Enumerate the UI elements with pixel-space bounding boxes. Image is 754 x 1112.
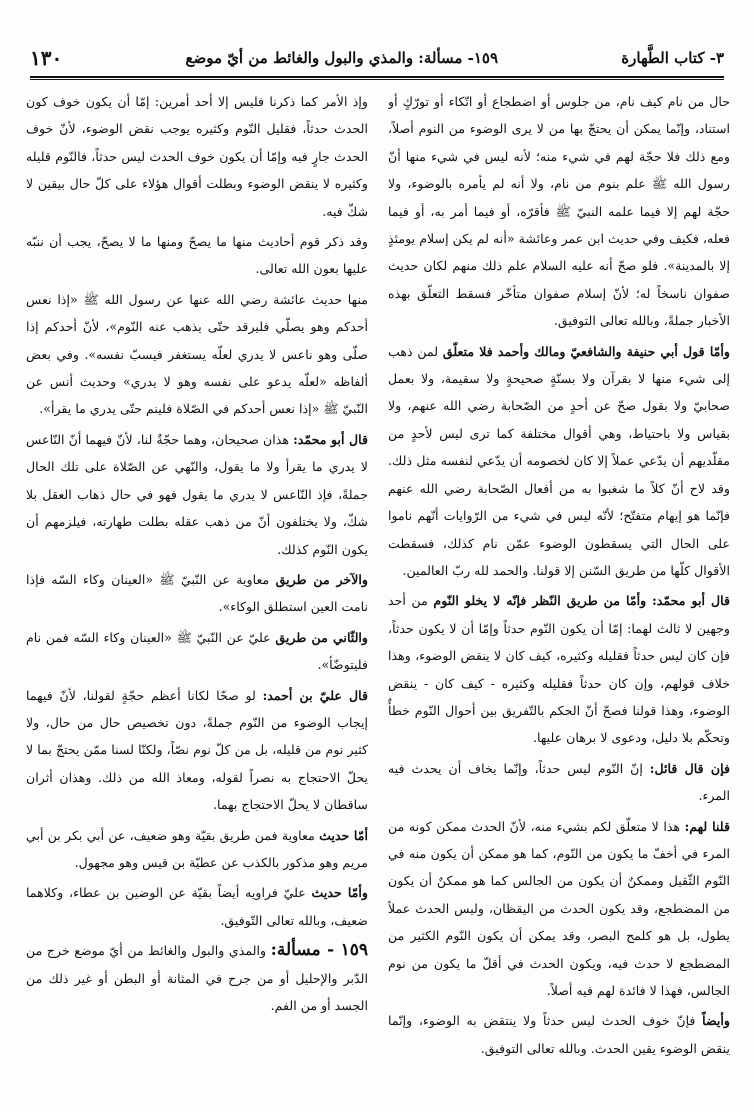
- paragraph: فإن قال قائل: إنّ النّوم ليس حدثاً، وإنّما يخاف أن يحدث فيه المرء.: [388, 760, 730, 804]
- paragraph-lead: أمّا حديث: [319, 827, 368, 843]
- right-text-column: [388, 88, 730, 1098]
- paragraph: والثّاني من طريق عليّ عن النّبيّ ﷺ «العينان وكاء السّه فمن نام فليتوضّأ».: [26, 629, 368, 673]
- paragraph: وأيضاً فإنّ خوف الحدث ليس حدثاً ولا ينتقض به الوضوء، وإنّما ينقض الوضوء يقين الحدث. وبالله تعالى التوفيق.: [388, 1013, 730, 1056]
- paragraph: وأمّا قول أبي حنيفة والشافعيّ ومالك وأحمد فلا متعلّق لمن ذهب إلى شيء منها لا بقرآن ولا بسنّةٍ صحيحةٍ ولا سقيمة، ولا بعمل صحابيّ ولا بقول صحّ عن أحدٍ من الصّحابة رضي الله عنهم، ولا بقياس ولا باحتياط، وهي أقوال مختلفة كما ترى ليس لأحدٍ من مقلّديهم أن يدّعي عملاً إلا كان لخصومه أن يدّعي لنفسه مثل ذلك. وقد لاح أنّ كلاً ما شغبوا به من أفعال الصّحابة رضي الله عنهم فإنّما هو إيهام متفتّح؛ لأنّه ليس في شيء من الرّوايات أنّهم ناموا على الحال التي يسقطون الوضوء عمّن نام كذلك، فسقطت الأقوال كلّها من طريق السّنن إلا قولنا. والحمد لله ربّ العالمين.: [388, 343, 730, 578]
- paragraph: قال أبو محمّد: وأمّا من طريق النّظر فإنّه لا يخلو النّوم من أحد وجهين لا ثالث لهما: إمّا أن يكون النّوم حدثاً وإمّا أن لا يكون حدثاً، فإن كان ليس حدثاً فقليله وكثيره، كيف كان لا ينقض الوضوء، وهذا خلاف قولهم، وإن كان حدثاً فقليله وكثيره - كيف كان - ينقض الوضوء، وهذا قولنا فصحّ أنّ الحكم بالتّفريق بين أحوال النّوم خطأٌ وتحكّم بلا دليل، ودعوى لا برهان عليها.: [388, 593, 730, 746]
- header-rule-thin: [30, 79, 724, 80]
- paragraph-lead: قال أبو محمّد: وأمّا من طريق النّظر فإنّه لا يخلو النّوم: [433, 593, 730, 609]
- paragraph: قلنا لهم: هذا لا متعلّق لكم بشيء منه، لأنّ الحدث ممكن كونه من المرء في أخفّ ما يكون من النّوم، كما هو ممكن أن يكون منه في النّوم الثّقيل وممكنٌ أن يكون من الجالس كما هو ممكنٌ أن يكون من المضطجع، وقد يكون الحدث من اليقظان، وليس الحدث عملاً يطول، بل هو كلمح البصر، وقد يمكن أن يكون النّوم الكثير من المضطجع لا حدث فيه، ويكون الحدث في أقلّ ما يكون من نوم الجالس، فهذا لا فائدة لهم فيه أصلاً.: [388, 818, 730, 998]
- paragraph: قال أبو محمّد: هذان صحيحان، وهما حجّةٌ لنا، لأنّ فيهما أنّ النّاعس لا يدري ما يقرأ ولا ما يقول، والنّهي عن الصّلاة على تلك الحال جملةً، فإذ النّاعس لا يدري ما يقول فهو في حال ذهاب العقل بلا شكّ، ولا يختلفون أنّ من ذهب عقله بطلت طهارته، فيلزمهم أن يكون النّوم كذلك.: [26, 431, 368, 557]
- paragraph-lead: قال عليّ بن أحمد:: [262, 687, 368, 703]
- paragraph-lead: والآخر من طريق: [275, 571, 368, 587]
- paragraph-lead: والثّاني من طريق: [275, 629, 368, 645]
- paragraph: منها حديث عائشة رضي الله عنها عن رسول الله ﷺ «إذا نعس أحدكم وهو يصلّي فليرقد حتّى يذهب عنه النّوم»، لأنّ أحدكم إذا صلّى وهو ناعس لا يدري لعلّه يستغفر فيسبّ نفسه». وفي بعض ألفاظه «لعلّه يدعو على نفسه وهو لا يدري» وحديث أنس عن النّبيّ ﷺ «إذا نعس أحدكم في الصّلاة فلينم حتّى يدري ما يقرأ».: [26, 291, 368, 417]
- section-title: ١٥٩- مسألة: والمذي والبول والغائط من أيّ موضع: [185, 49, 499, 67]
- paragraph: حال من نام كيف نام، من جلوس أو اضطجاع أو اتّكاء أو تورّكٍ أو استناد، وإنّما يمكن أن يحتجّ بها من لا يرى الوضوء من النوم أصلاً، ومع ذلك فلا حجّة لهم في شيء منه؛ لأنه ليس في شيء منها أنّ رسول الله ﷺ علم بنوم من نام، ولا أنه لم يأمره بالوضوء، ولا حجّة لهم إلا فيما علمه النبيّ ﷺ فأقرّه، أو فيما أمر به، أو فيما فعله، فكيف وفي حديث ابن عمر وعائشة «أنه لم يكن إسلام يومئذٍ إلا بالمدينة». فلو صحّ أنه عليه السلام علم ذلك منهم لكان حديث صفوان ناسخاً له؛ لأنّ إسلام صفوان متأخّر فسقط التعلّق بهذه الأخبار جملةً، وبالله تعالى التوفيق.: [388, 94, 730, 329]
- paragraph: وقد ذكر قوم أحاديث منها ما يصحّ ومنها ما لا يصحّ، يجب أن ننبّه عليها بعون الله تعالى.: [26, 234, 368, 277]
- paragraph-lead: وأمّا قول أبي حنيفة والشافعيّ ومالك وأحمد فلا متعلّق: [442, 343, 730, 359]
- header-rule: [30, 76, 724, 78]
- section-number-heading: ١٥٩ - مسألة:: [270, 940, 368, 961]
- chapter-title: ٣- كتاب الطَّهارة: [621, 49, 724, 67]
- page-number: ١٣٠: [30, 46, 63, 70]
- left-text-column: [26, 88, 368, 1098]
- running-header: [30, 44, 724, 72]
- paragraph-lead: وأمّا حديث: [311, 885, 368, 901]
- paragraph: قال عليّ بن أحمد: لو صحّا لكانا أعظم حجّةٍ لقولنا، لأنّ فيهما إيجاب الوضوء من النّوم جملةً، دون تخصيص حال من حال، ولا كثير نوم من قليله، بل من كلّ نوم نصّاً، ولكنّا لسنا ممّن يحتجّ بما لا يحلّ الاحتجاج به نصراً لقوله، ومعاذ الله من ذلك. وهذان أثران ساقطان لا يحلّ الاحتجاج بهما.: [26, 687, 368, 813]
- paragraph: وإذ الأمر كما ذكرنا فليس إلا أحد أمرين: إمّا أن يكون خوف كون الحدث حدثاً، فقليل النّوم وكثيره يوجب نقض الوضوء، لأنّ خوف الحدث جارٍ فيه وإمّا أن يكون خوف الحدث ليس حدثاً، فالنّوم قليله وكثيره لا ينقض الوضوء وبطلت أقوال هؤلاء على كلّ حال بيقين لا شكّ فيه.: [26, 94, 368, 219]
- section-heading-paragraph: ١٥٩ - مسألة: والمذي والبول والغائط من أيّ موضع خرج من الدّبر والإحليل أو من جرح في المثانة أو البطن أو غير ذلك من الجسد أو من الفم.: [26, 940, 368, 1013]
- paragraph-lead: قلنا لهم:: [684, 818, 730, 834]
- paragraph: والآخر من طريق معاوية عن النّبيّ ﷺ «العينان وكاء السّه فإذا نامت العين استطلق الوكاء».: [26, 571, 368, 615]
- paragraph-lead: قال أبو محمّد:: [293, 431, 368, 447]
- paragraph-lead: وأيضاً: [702, 1013, 730, 1029]
- paragraph: أمّا حديث معاوية فمن طريق بقيّة وهو ضعيف، عن أبي بكر بن أبي مريم وهو مذكور بالكذب عن عطيّة بن قيس وهو مجهول.: [26, 827, 368, 870]
- paragraph-lead: فإن قال قائل:: [649, 760, 730, 776]
- paragraph: وأمّا حديث عليّ فراويه أيضاً بقيّة عن الوضين بن عطاء، وكلاهما ضعيف، وبالله تعالى التّوفيق.: [26, 885, 368, 928]
